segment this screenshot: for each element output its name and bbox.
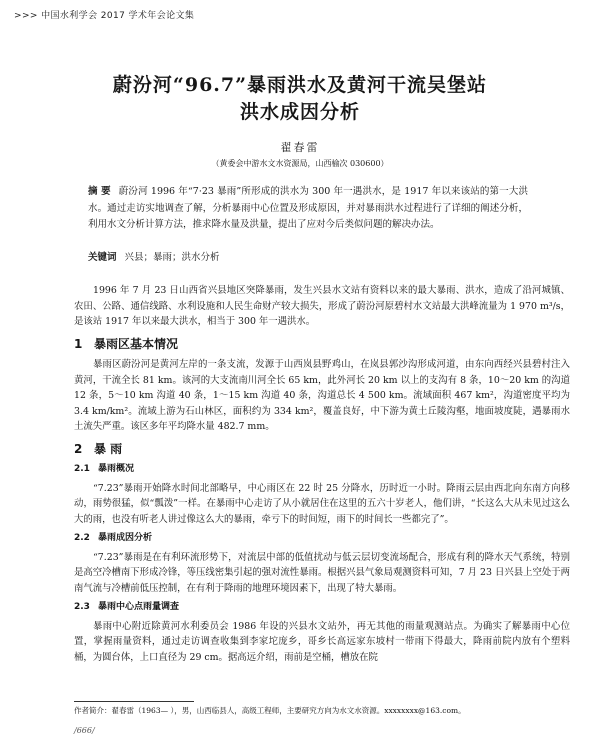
section-heading-1 xyxy=(74,337,570,353)
author-footnote: 作者简介：翟春雷（1963— ），男，山西临县人，高级工程师，主要研究方向为水文水资源。xxxxxxxx@163.com。 xyxy=(74,706,466,715)
keywords-label: 关键词 xyxy=(88,252,117,263)
subsection-heading-2-3 xyxy=(74,600,570,616)
page-number: /666/ xyxy=(74,726,95,735)
paper-body xyxy=(74,283,570,665)
abstract-text: 蔚汾河 1996 年“7·23 暴雨”所形成的洪水为 300 年一遇洪水，是 1917 年以来该站的第一大洪水。通过走访实地调查了解，分析暴雨中心位置及形成原因，并对暴雨洪水过程进行了详细的阐述分析，利用水文分析计算方法，推求降水量及洪量，提出了应对今后类似问题的解决办法。 xyxy=(88,186,528,230)
subsection-number: 2.3 xyxy=(74,602,90,612)
section-heading-2 xyxy=(74,442,570,458)
abstract xyxy=(88,184,528,234)
subsection-heading-2-1 xyxy=(74,462,570,478)
section-number: 2 xyxy=(74,441,83,456)
paper-title-line-2: 洪水成因分析 xyxy=(239,101,360,123)
footnote-divider xyxy=(74,701,194,702)
subsection-title: 暴雨成因分析 xyxy=(98,533,153,543)
section-1-paragraph: 暴雨区蔚汾河是黄河左岸的一条支流，发源于山西岚县野鸡山，在岚县郭沙沟形成河道，由东向西经兴县碧村注入黄河，干流全长 81 km。该河的大支流南川河全长 65 km，此外河长 20 km 以上的支沟有 8 条，10～20 km 的沟道 12 条，5～10 km 沟道 40 条，1～15 km 沟道 40 条，沟道总长 4 500 km。流域面积 467 km²，沟道密度平均为 3.4 km/km²。流域上游为石山林区，面积约为 334 km²，覆盖良好，中下游为黄土丘陵沟壑，地面坡度陡，遇暴雨水土流失严重。该区多年平均降水量 482.7 mm。 xyxy=(74,359,570,432)
running-head: >>> 中国水利学会 2017 学术年会论文集 xyxy=(14,11,195,21)
subsection-2-1-paragraph: “7.23”暴雨开始降水时间北部略早，中心雨区在 22 时 25 分降水，历时近一小时。降雨云层由西北向东南方向移动，雨势很猛，似“瓢泼”一样。在暴雨中心走访了从小就居住在这里的五六十岁老人，他们讲，“长这么大从未见过这么大的雨，也没有听老人讲过像这么大的暴雨，牵亏下的时间短，雨下的时间长一些都完了”。 xyxy=(74,482,570,525)
keywords xyxy=(88,249,528,263)
page-header xyxy=(14,8,586,21)
subsection-2-3-paragraph: 暴雨中心附近除黄河水利委员会 1986 年设的兴县水文站外，再无其他的雨量观测站点。为确实了解暴雨中心位置，掌握雨量资料，通过走访调查收集到李家坨庞乡，哥乡长高远家东坡村一带雨下得最大，降雨前院内放有个塑料桶，为圆台体，上口直径为 29 cm。据高远介绍，雨前是空桶，槽放在院 xyxy=(74,620,570,663)
subsection-number: 2.2 xyxy=(74,533,90,543)
section-title: 暴雨区基本情况 xyxy=(94,336,179,351)
author-name: 翟春雷 xyxy=(280,141,320,154)
section-number: 1 xyxy=(74,336,83,351)
author-affiliation: （黄委会中游水文水资源局，山西榆次 030600） xyxy=(211,159,389,168)
subsection-title: 暴雨中心点雨量调查 xyxy=(98,602,180,612)
intro-paragraph: 1996 年 7 月 23 日山西省兴县地区突降暴雨，发生兴县水文站有资料以来的最大暴雨、洪水，造成了沿河城镇、农田、公路、通信线路、水利设施和人民生命财产较大损失，形成了蔚汾河原碧村水文站最大洪峰流量为 1 970 m³/s，是该站 1917 年以来最大洪水，相当于 300 年一遇洪水。 xyxy=(74,285,570,327)
keywords-text: 兴县；暴雨；洪水分析 xyxy=(124,252,220,263)
section-title: 暴 雨 xyxy=(94,441,123,456)
subsection-2-2-paragraph: “7.23”暴雨是在有利环流形势下，对流层中部的低值扰动与低云层切变流场配合，形成有利的降水天气系统，特别是高空冷槽南下形成冷锋，等压线密集引起的强对流性暴雨。根据兴县气象局观测资料可知，7 月 23 日兴县上空处于两南气流与冷槽前低压控制，在有利于降雨的地理环境因素下，出现了特大暴雨。 xyxy=(74,551,570,594)
subsection-heading-2-2 xyxy=(74,531,570,547)
subsection-title: 暴雨概况 xyxy=(98,464,135,474)
subsection-number: 2.1 xyxy=(74,464,90,474)
abstract-label: 摘 要 xyxy=(88,186,111,197)
paper-title-line-1: 蔚汾河“96.7”暴雨洪水及黄河干流吴堡站 xyxy=(112,74,488,96)
